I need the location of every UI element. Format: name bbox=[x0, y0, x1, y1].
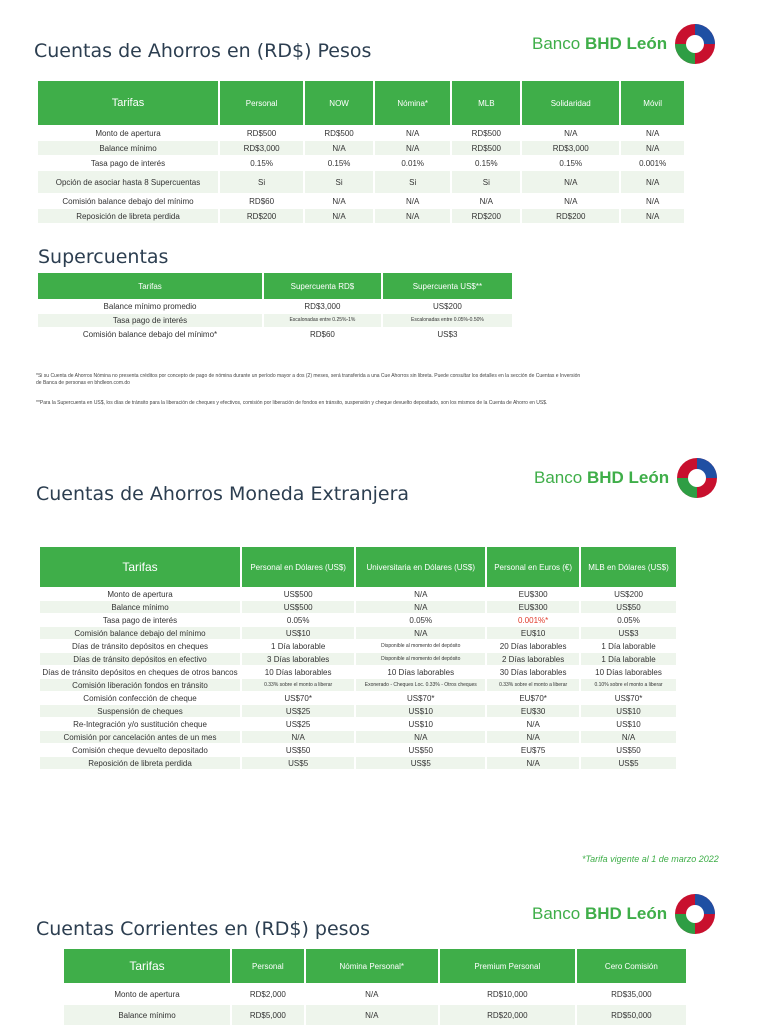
cell-value: US$50 bbox=[408, 745, 433, 755]
cell-value: N/A bbox=[305, 141, 373, 155]
cell-value: N/A bbox=[479, 196, 493, 206]
cell-value: 20 Días laborables bbox=[499, 641, 567, 651]
cell-value: Si bbox=[375, 171, 450, 193]
footnote-supercuenta: **Para la Supercuenta en US$, los días de tránsito para la liberación de cheques y efectivos, comisión por liberación de fondos en tránsito, suspensión y cheque devuelto depositado, son los mismos de la Cuenta de Ahorro en US$. bbox=[36, 400, 548, 406]
bhd-logo-icon bbox=[675, 456, 719, 500]
row-label: Balance mínimo bbox=[64, 1005, 230, 1025]
header-cell: Personal en Dólares (US$) bbox=[242, 547, 354, 587]
table-row bbox=[38, 209, 684, 223]
cell-value: 0.05% bbox=[286, 615, 310, 625]
header-cell: Personal bbox=[220, 81, 303, 125]
cell-value: N/A bbox=[487, 731, 579, 743]
cell-value: US$3 bbox=[581, 627, 676, 639]
cell-value: N/A bbox=[564, 128, 578, 138]
table-supercuentas bbox=[36, 272, 514, 342]
row-label: Comisión por cancelación antes de un mes bbox=[40, 731, 240, 743]
cell-value: RD$35,000 bbox=[611, 989, 652, 999]
cell-value: RD$3,000 bbox=[522, 141, 619, 155]
cell-value: RD$3,000 bbox=[304, 302, 341, 311]
header-cell: Supercuenta RD$ bbox=[264, 273, 381, 299]
row-label: Monto de apertura bbox=[114, 989, 180, 999]
cell-value: RD$500 bbox=[246, 128, 277, 138]
cell-value: US$10 bbox=[242, 627, 354, 639]
row-label: Balance mínimo bbox=[38, 141, 218, 155]
row-label: Re-Integración y/o sustitución cheque bbox=[73, 719, 207, 729]
cell-value: Escalonadas entre 0.05%-0.50% bbox=[383, 314, 512, 327]
cell-value: EU$75 bbox=[520, 745, 546, 755]
table-row bbox=[40, 601, 676, 613]
cell-value: US$5 bbox=[581, 757, 676, 769]
table-row bbox=[40, 614, 676, 626]
table-row bbox=[40, 588, 676, 600]
cell-value: RD$500 bbox=[324, 128, 354, 138]
cell-value: EU$70* bbox=[519, 693, 547, 703]
cell-value: N/A bbox=[305, 209, 373, 223]
cell-value: US$25 bbox=[242, 705, 354, 717]
cell-value: N/A bbox=[645, 196, 660, 206]
cell-value: RD$3,000 bbox=[220, 141, 303, 155]
cell-value: N/A bbox=[621, 209, 684, 223]
cell-value: 0.10% sobre el monto a liberar bbox=[581, 679, 676, 691]
cell-value: 30 Días laborables bbox=[499, 667, 567, 677]
table-row bbox=[38, 194, 684, 208]
table-moneda-extranjera bbox=[38, 546, 678, 770]
cell-value: RD$500 bbox=[452, 141, 520, 155]
bank-logo bbox=[532, 22, 717, 66]
row-label: Comisión liberación fondos en tránsito bbox=[40, 679, 240, 691]
header-cell: Personal en Euros (€) bbox=[487, 547, 579, 587]
row-label: Comisión balance debajo del mínimo bbox=[62, 196, 194, 206]
row-label: Balance mínimo bbox=[40, 601, 240, 613]
header-cell: Móvil bbox=[621, 81, 684, 125]
cell-value: 1 Día laborable bbox=[601, 641, 656, 651]
cell-value: 10 Días laborables bbox=[387, 667, 455, 677]
cell-value: 0.15% bbox=[474, 158, 498, 168]
header-cell: Supercuenta US$** bbox=[383, 273, 512, 299]
cell-value: 0.15% bbox=[559, 158, 583, 168]
table-row bbox=[38, 171, 684, 193]
cell-value: N/A bbox=[526, 719, 540, 729]
section-title-ahorros-rd: Cuentas de Ahorros en (RD$) Pesos bbox=[34, 40, 372, 62]
table-row bbox=[40, 731, 676, 743]
cell-value: 0.33% sobre el monto a liberar bbox=[242, 679, 354, 691]
cell-value: RD$200 bbox=[220, 209, 303, 223]
cell-value: RD$500 bbox=[471, 128, 501, 138]
cell-value: 10 Días laborables bbox=[264, 667, 332, 677]
table-row bbox=[40, 666, 676, 678]
cell-value: 0.001%* bbox=[518, 615, 549, 625]
section-title-moneda-extranjera: Cuentas de Ahorros Moneda Extranjera bbox=[36, 483, 410, 505]
tarifa-vigente-note: *Tarifa vigente al 1 de marzo 2022 bbox=[582, 854, 719, 864]
header-cell: Universitaria en Dólares (US$) bbox=[356, 547, 485, 587]
cell-value: N/A bbox=[406, 196, 420, 206]
cell-value: Si bbox=[452, 171, 520, 193]
row-label: Balance mínimo promedio bbox=[103, 302, 197, 311]
bank-logo bbox=[534, 456, 719, 500]
cell-value: 10 Días laborables bbox=[595, 667, 662, 677]
cell-value: Exonerado - Cheques Loc. 0.33% - Otros cheques bbox=[356, 679, 485, 691]
table-row bbox=[64, 1005, 686, 1025]
header-cell: Nómina Personal* bbox=[306, 949, 438, 983]
cell-value: RD$200 bbox=[452, 209, 520, 223]
footnote-nomina: *Si su Cuenta de Ahorros Nómina no presenta créditos por concepto de pago de nómina durante un período mayor a dos (2) meses, será transferida a una Cue Ahorros sin libreta. Puede consultar los detalles en la sección de Cuentas e Inversión de Banca de personas en bhdleon.com.do bbox=[36, 373, 581, 386]
cell-value: US$50 bbox=[285, 745, 311, 755]
brand-name: Banco BHD León bbox=[534, 468, 670, 487]
bank-logo bbox=[532, 892, 717, 936]
header-cell: Personal bbox=[232, 949, 304, 983]
cell-value: US$50 bbox=[581, 601, 676, 613]
cell-value: RD$50,000 bbox=[577, 1005, 686, 1025]
row-label: Suspensión de cheques bbox=[40, 705, 240, 717]
cell-value: RD$5,000 bbox=[232, 1005, 304, 1025]
row-label: Comisión cheque devuelto depositado bbox=[72, 745, 208, 755]
cell-value: N/A bbox=[356, 601, 485, 613]
cell-value: US$200 bbox=[432, 302, 462, 311]
header-cell: NOW bbox=[305, 81, 373, 125]
cell-value: US$3 bbox=[437, 330, 458, 339]
cell-value: US$70* bbox=[406, 693, 435, 703]
cell-value: 1 Día laborable bbox=[581, 653, 676, 665]
cell-value: US$10 bbox=[408, 719, 433, 729]
cell-value: N/A bbox=[356, 731, 485, 743]
row-label: Opción de asociar hasta 8 Supercuentas bbox=[38, 171, 218, 193]
table-row bbox=[38, 328, 512, 341]
cell-value: N/A bbox=[645, 128, 660, 138]
cell-value: 0.05% bbox=[617, 615, 640, 625]
table-row bbox=[40, 718, 676, 730]
cell-value: N/A bbox=[332, 196, 346, 206]
row-label: Tasa pago de interés bbox=[38, 314, 262, 327]
cell-value: N/A bbox=[375, 209, 450, 223]
header-cell: MLB en Dólares (US$) bbox=[581, 547, 676, 587]
table-row bbox=[38, 141, 684, 155]
header-cell: Premium Personal bbox=[440, 949, 575, 983]
cell-value: 0.001% bbox=[639, 158, 667, 168]
header-cell: Cero Comisión bbox=[577, 949, 686, 983]
cell-value: US$5 bbox=[356, 757, 485, 769]
cell-value: RD$60 bbox=[309, 330, 335, 339]
cell-value: US$70* bbox=[284, 693, 312, 703]
table-row bbox=[38, 156, 684, 170]
cell-value: N/A bbox=[581, 731, 676, 743]
cell-value: RD$20,000 bbox=[440, 1005, 575, 1025]
row-label: Comisión confección de cheque bbox=[83, 693, 197, 703]
table-row bbox=[64, 984, 686, 1004]
cell-value: RD$2,000 bbox=[249, 989, 286, 999]
cell-value: EU$300 bbox=[518, 589, 548, 599]
table-row bbox=[38, 126, 684, 140]
cell-value: US$50 bbox=[616, 745, 641, 755]
section-title-supercuentas: Supercuentas bbox=[38, 246, 169, 268]
cell-value: EU$300 bbox=[487, 601, 579, 613]
row-label: Tasa pago de interés bbox=[102, 615, 178, 625]
row-label: Días de tránsito depósitos en cheques de otros bancos bbox=[42, 667, 238, 677]
cell-value: RD$200 bbox=[522, 209, 619, 223]
cell-value: N/A bbox=[365, 989, 379, 999]
cell-value: N/A bbox=[375, 141, 450, 155]
table-row bbox=[40, 653, 676, 665]
cell-value: US$10 bbox=[356, 705, 485, 717]
table-row bbox=[40, 627, 676, 639]
header-cell: MLB bbox=[452, 81, 520, 125]
cell-value: US$5 bbox=[242, 757, 354, 769]
row-label: Días de tránsito depósitos en efectivo bbox=[40, 653, 240, 665]
cell-value: N/A bbox=[564, 196, 578, 206]
table-row bbox=[40, 705, 676, 717]
cell-value: N/A bbox=[306, 1005, 438, 1025]
cell-value: RD$60 bbox=[249, 196, 275, 206]
cell-value: US$500 bbox=[283, 589, 313, 599]
row-label: Monto de apertura bbox=[95, 128, 161, 138]
cell-value: N/A bbox=[242, 731, 354, 743]
row-label: Comisión balance debajo del mínimo* bbox=[82, 330, 218, 339]
row-label: Monto de apertura bbox=[107, 589, 173, 599]
cell-value: 0.15% bbox=[327, 158, 351, 168]
table-ahorros-rd bbox=[36, 80, 686, 224]
table-row bbox=[40, 757, 676, 769]
cell-value: N/A bbox=[487, 757, 579, 769]
row-label: Reposición de libreta perdida bbox=[40, 757, 240, 769]
cell-value: N/A bbox=[522, 171, 619, 193]
cell-value: EU$30 bbox=[487, 705, 579, 717]
table-row bbox=[38, 300, 512, 313]
cell-value: US$200 bbox=[614, 589, 643, 599]
brand-name: Banco BHD León bbox=[532, 34, 668, 53]
header-cell: Tarifas bbox=[38, 273, 262, 299]
cell-value: N/A bbox=[621, 141, 684, 155]
cell-value: Disponible al momento del depósito bbox=[381, 642, 461, 649]
cell-value: US$10 bbox=[616, 719, 641, 729]
cell-value: N/A bbox=[414, 589, 428, 599]
cell-value: US$10 bbox=[581, 705, 676, 717]
cell-value: US$25 bbox=[285, 719, 311, 729]
cell-value: 3 Días laborables bbox=[242, 653, 354, 665]
cell-value: RD$10,000 bbox=[487, 989, 528, 999]
table-corrientes-rd bbox=[62, 948, 688, 1026]
bhd-logo-icon bbox=[673, 22, 717, 66]
bhd-logo-icon bbox=[673, 892, 717, 936]
table-row bbox=[40, 744, 676, 756]
header-cell: Nómina* bbox=[375, 81, 450, 125]
cell-value: N/A bbox=[621, 171, 684, 193]
row-label: Comisión balance debajo del mínimo bbox=[40, 627, 240, 639]
brand-name: Banco BHD León bbox=[532, 904, 668, 923]
header-cell: Solidaridad bbox=[522, 81, 619, 125]
cell-value: 0.05% bbox=[409, 615, 433, 625]
cell-value: N/A bbox=[356, 627, 485, 639]
cell-value: 2 Días laborables bbox=[487, 653, 579, 665]
cell-value: Escalonadas entre 0.25%-1% bbox=[264, 314, 381, 327]
table-row bbox=[40, 692, 676, 704]
cell-value: Si bbox=[220, 171, 303, 193]
table-row bbox=[38, 314, 512, 327]
header-cell: Tarifas bbox=[40, 547, 240, 587]
cell-value: US$70* bbox=[614, 693, 643, 703]
header-cell: Tarifas bbox=[38, 81, 218, 125]
cell-value: 1 Día laborable bbox=[271, 641, 326, 651]
cell-value: Si bbox=[305, 171, 373, 193]
header-cell: Tarifas bbox=[64, 949, 230, 983]
cell-value: US$500 bbox=[242, 601, 354, 613]
row-label: Días de tránsito depósitos en cheques bbox=[71, 641, 209, 651]
table-row bbox=[40, 679, 676, 691]
cell-value: 0.15% bbox=[250, 158, 273, 168]
cell-value: N/A bbox=[406, 128, 420, 138]
cell-value: 0.33% sobre el monto a liberar bbox=[487, 679, 579, 691]
cell-value: EU$10 bbox=[487, 627, 579, 639]
row-label: Tasa pago de interés bbox=[90, 158, 166, 168]
cell-value: 0.01% bbox=[401, 158, 425, 168]
section-title-corrientes-rd: Cuentas Corrientes en (RD$) pesos bbox=[36, 918, 371, 940]
cell-value: Disponible al momento del depósito bbox=[356, 653, 485, 665]
table-row bbox=[40, 640, 676, 652]
row-label: Reposición de libreta perdida bbox=[38, 209, 218, 223]
